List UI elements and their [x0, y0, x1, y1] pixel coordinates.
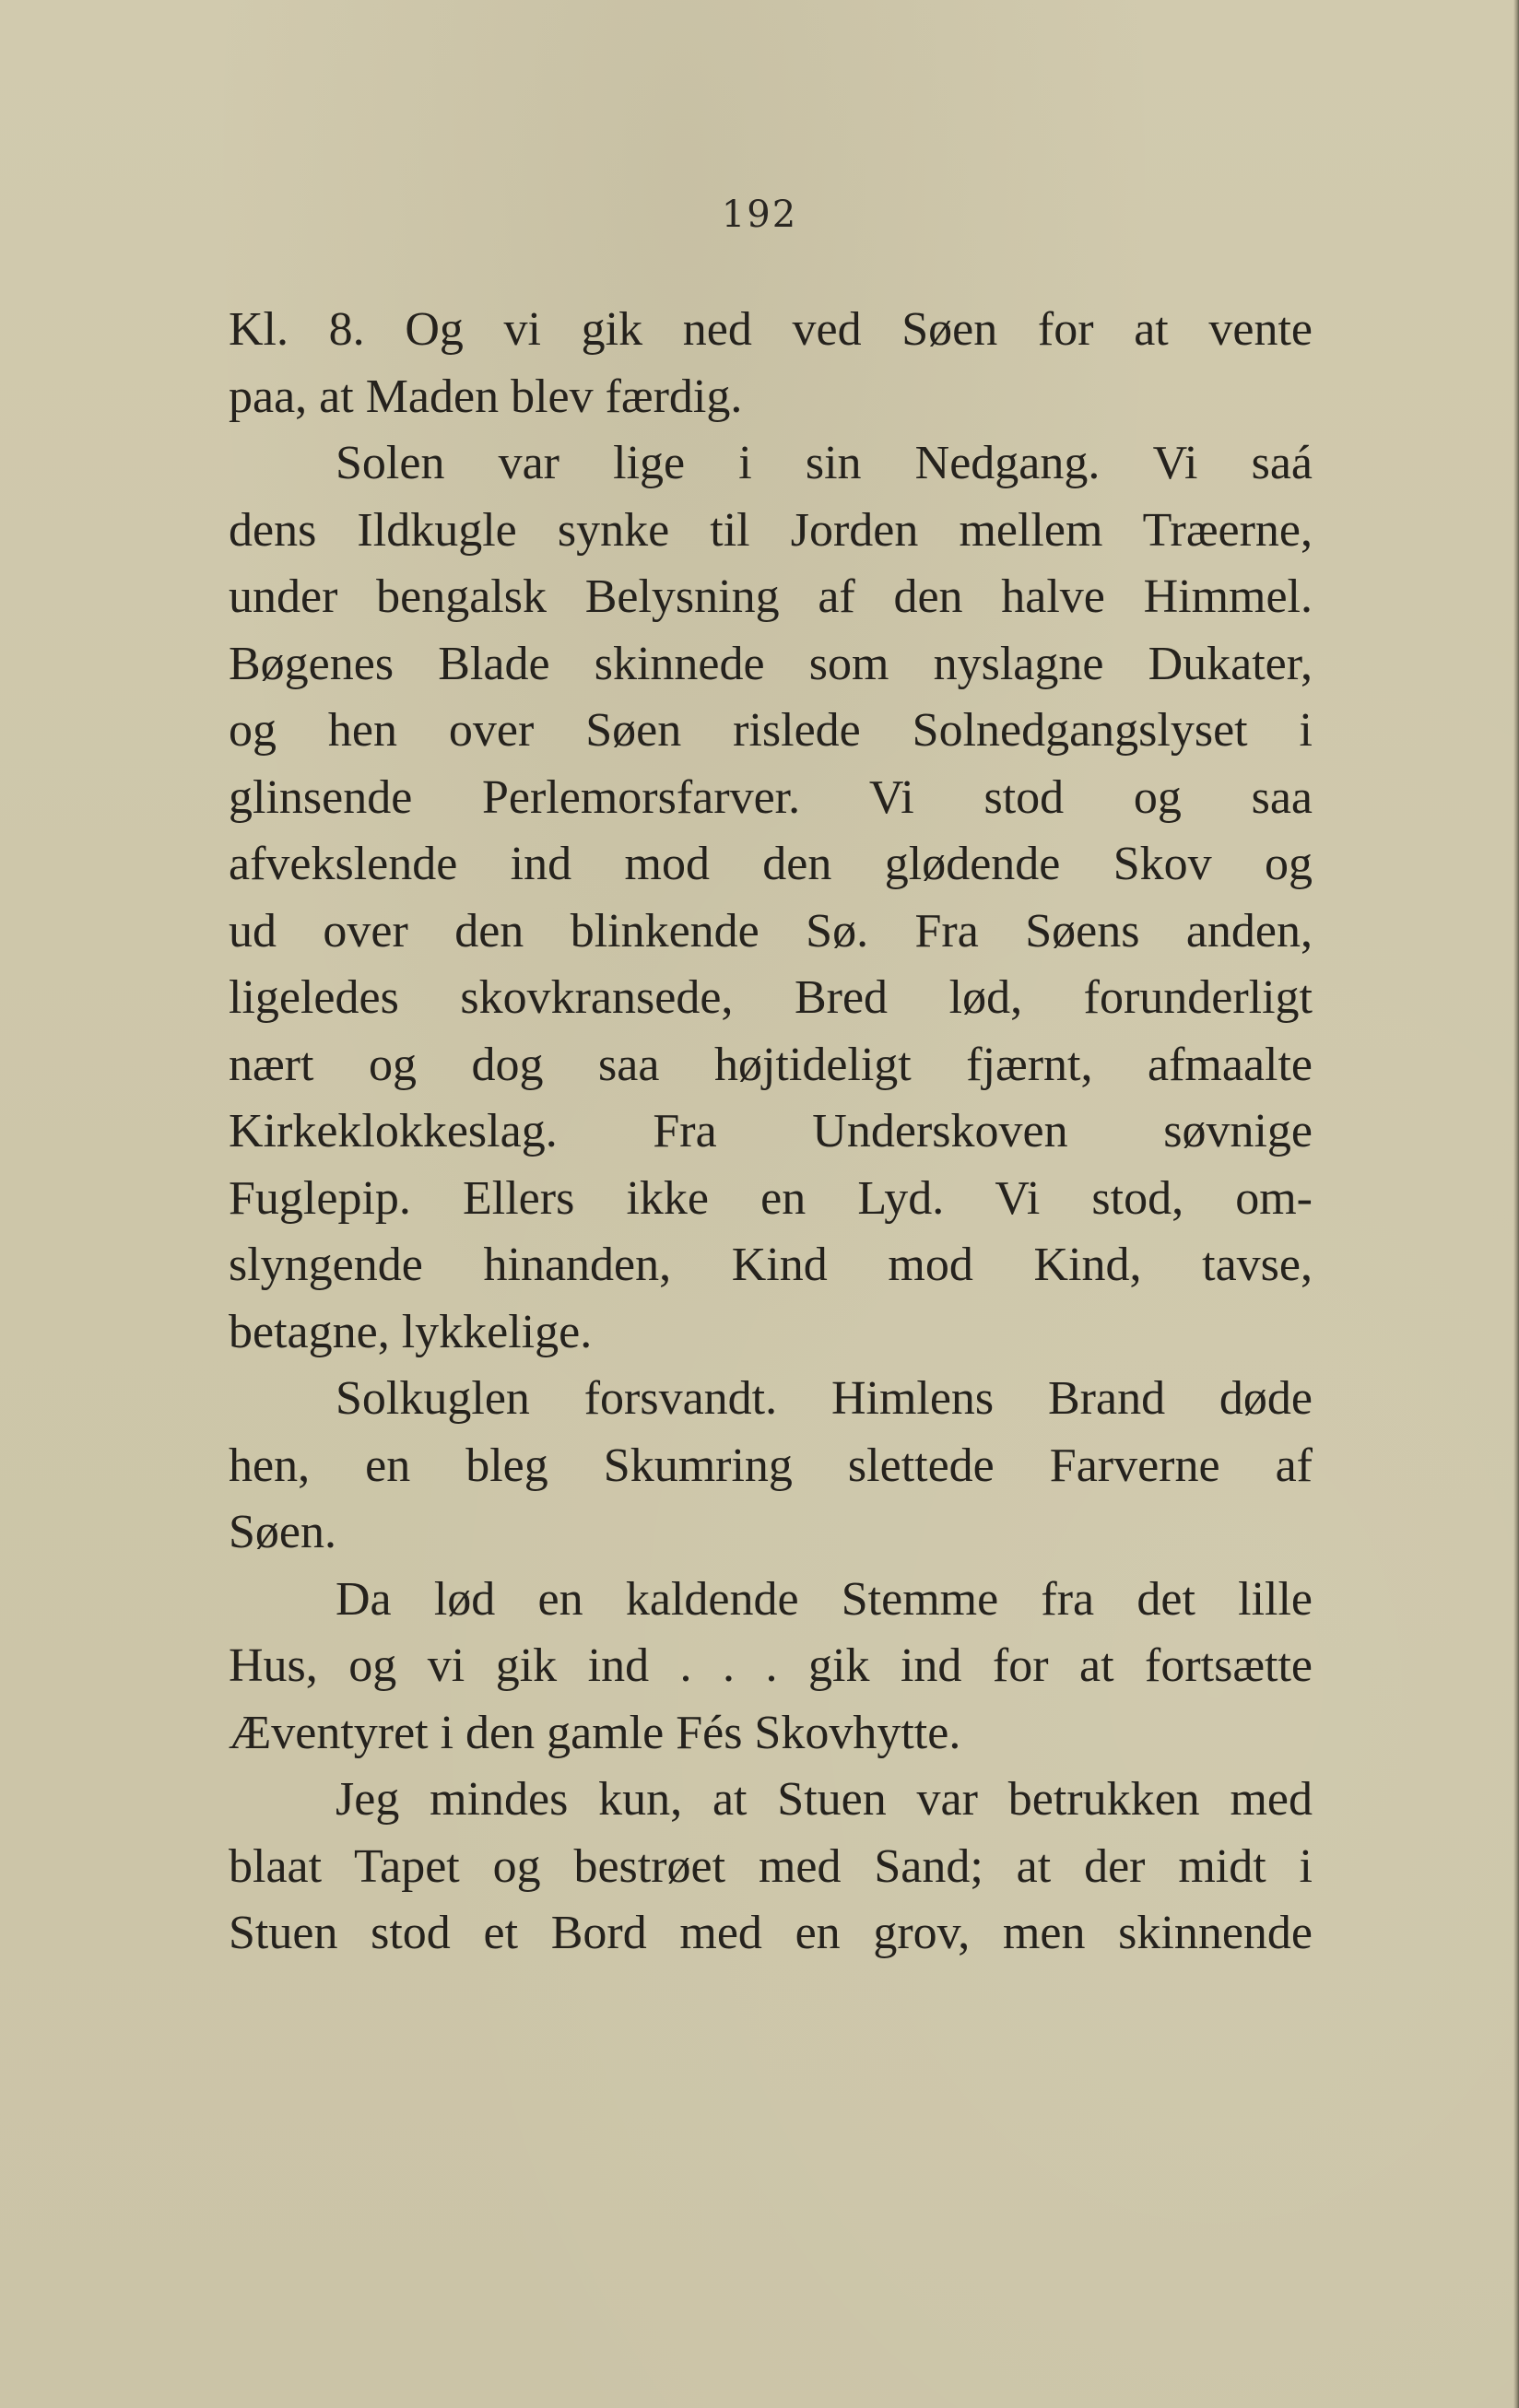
text-line: afvekslende ind mod den glødende Skov og: [229, 838, 1313, 890]
page-number: 192: [721, 194, 798, 236]
text-line: Jeg mindes kun, at Stuen var betrukken med: [336, 1773, 1313, 1826]
text-line: hen, en bleg Skumring slettede Farverne af: [229, 1439, 1313, 1492]
text-line: glinsende Perlemorsfarver. Vi stod og saa: [229, 770, 1313, 824]
text-line: Solkuglen forsvandt. Himlens Brand døde: [336, 1372, 1313, 1425]
text-line: dens Ildkugle synke til Jorden mellem Træerne,: [229, 503, 1313, 557]
body-text: [229, 297, 1313, 1968]
text-line: Da lød en kaldende Stemme fra det lille: [336, 1572, 1313, 1626]
text-line: Hus, og vi gik ind . . . gik ind for at fortsætte: [229, 1639, 1313, 1692]
text-line: under bengalsk Belysning af den halve Himmel.: [229, 570, 1313, 623]
text-line: Æventyret i den gamle Fés Skovhytte.: [229, 1706, 961, 1759]
text-line: Solen var lige i sin Nedgang. Vi saá: [336, 437, 1313, 489]
text-line: og hen over Søen rislede Solnedgangslyset i: [229, 704, 1313, 757]
text-line: Stuen stod et Bord med en grov, men skinnende: [229, 1907, 1313, 1959]
text-line: ligeledes skovkransede, Bred lød, forunderligt: [229, 971, 1313, 1024]
text-line: Søen.: [229, 1506, 336, 1558]
page-edge-shadow: [1513, 0, 1519, 2408]
text-line: Bøgenes Blade skinnede som nyslagne Dukater,: [229, 637, 1313, 690]
text-line: Kirkeklokkeslag. Fra Underskoven søvnige: [229, 1105, 1313, 1157]
text-line: slyngende hinanden, Kind mod Kind, tavse,: [229, 1239, 1313, 1291]
text-line: nært og dog saa højtideligt fjærnt, afmaalte: [229, 1038, 1313, 1091]
text-line: betagne, lykkelige.: [229, 1305, 593, 1358]
text-line: blaat Tapet og bestrøet med Sand; at der midt i: [229, 1839, 1313, 1893]
text-line: ud over den blinkende Sø. Fra Søens anden,: [229, 904, 1313, 957]
text-line: Kl. 8. Og vi gik ned ved Søen for at vente: [229, 303, 1313, 356]
text-line: Fuglepip. Ellers ikke en Lyd. Vi stod, om-: [229, 1171, 1313, 1225]
text-line: paa, at Maden blev færdig.: [229, 370, 743, 423]
